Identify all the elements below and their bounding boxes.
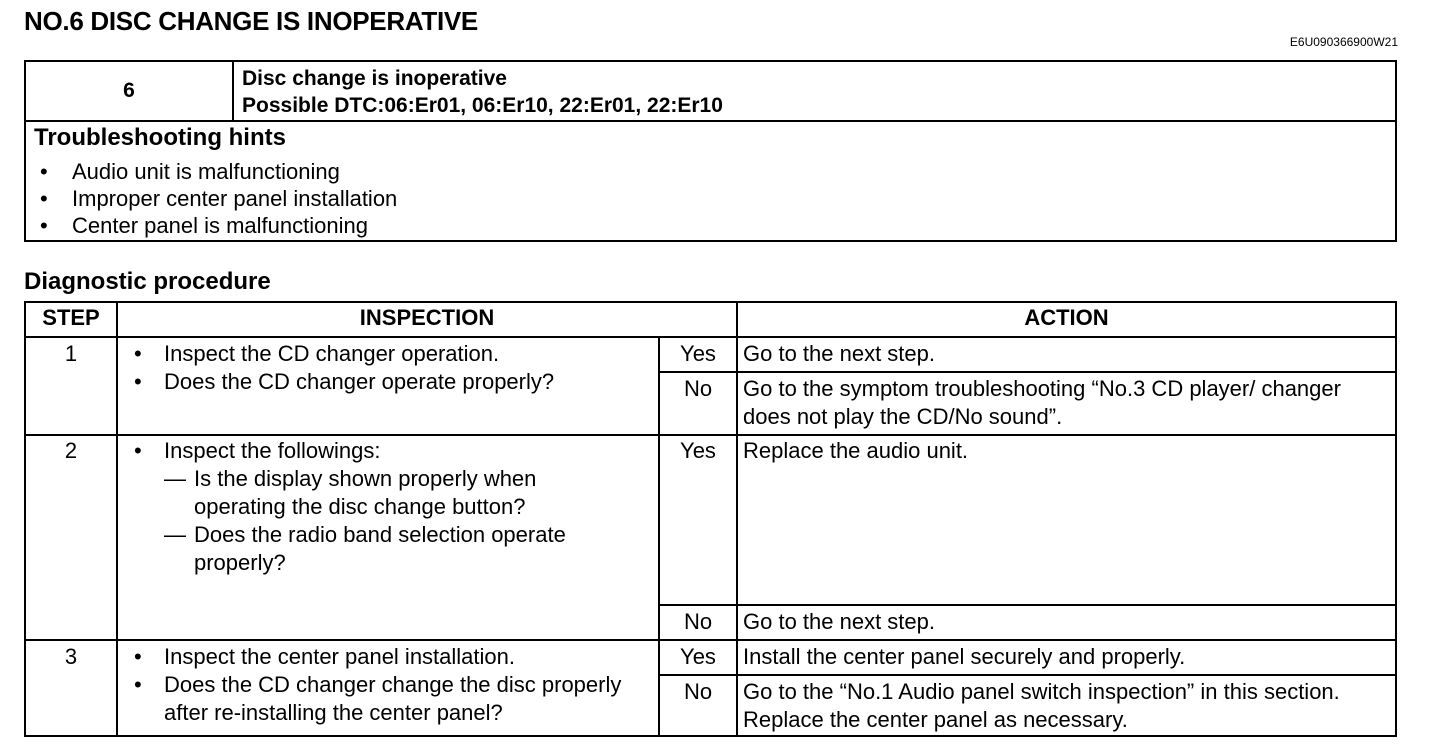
header-step: STEP <box>42 305 100 330</box>
no-action: Go to the next step. <box>743 609 936 634</box>
inspection-sub-list <box>164 465 594 577</box>
hint-item: • Audio unit is malfunctioning <box>40 158 397 185</box>
header-action: ACTION <box>1024 305 1109 330</box>
no-label: No <box>683 376 713 401</box>
step-number: 2 <box>64 438 78 463</box>
step-inspection <box>134 340 654 396</box>
yes-action: Go to the next step. <box>743 341 936 366</box>
symptom-header-row <box>26 62 1395 122</box>
hints-list <box>40 158 397 239</box>
col-divider <box>116 303 118 735</box>
step-inspection <box>134 643 659 727</box>
row-divider <box>658 604 1395 606</box>
row-divider <box>26 639 1395 641</box>
yes-label: Yes <box>680 438 716 463</box>
inspection-item: • Inspect the center panel installation. <box>134 643 659 671</box>
step-number: 1 <box>64 341 78 366</box>
inspection-item: • Does the CD changer change the disc properly after re-installing the center panel? <box>134 671 659 727</box>
procedure-title: Diagnostic procedure <box>24 268 271 295</box>
no-action: Go to the “No.1 Audio panel switch inspection” in this section. Replace the center panel as necessary. <box>743 679 1340 732</box>
col-divider <box>736 303 738 735</box>
symptom-name: Disc change is inoperative <box>242 67 507 90</box>
document-id: E6U090366900W21 <box>1289 35 1398 49</box>
yes-label: Yes <box>680 644 716 669</box>
symptom-description <box>242 65 723 119</box>
row-divider <box>658 371 1395 373</box>
symptom-header-box <box>24 60 1397 242</box>
no-label: No <box>683 609 713 634</box>
inspection-item: • Does the CD changer operate properly? <box>134 368 654 396</box>
yes-action: Install the center panel securely and properly. <box>743 644 1186 669</box>
inspection-sub-item: — Is the display shown properly when operating the disc change button? <box>164 465 594 521</box>
hint-item: • Center panel is malfunctioning <box>40 212 397 239</box>
step-number: 3 <box>64 644 78 669</box>
procedure-table <box>24 301 1397 737</box>
hint-item: • Improper center panel installation <box>40 185 397 212</box>
no-label: No <box>683 679 713 704</box>
row-divider <box>26 336 1395 338</box>
step-inspection <box>134 437 654 577</box>
inspection-sub-item: — Does the radio band selection operate properly? <box>164 521 594 577</box>
symptom-number: 6 <box>26 62 234 120</box>
yes-label: Yes <box>680 341 716 366</box>
inspection-lead: Inspect the followings: <box>164 438 381 463</box>
inspection-item: • Inspect the CD changer operation. <box>134 340 654 368</box>
no-action: Go to the symptom troubleshooting “No.3 CD player/ changer does not play the CD/No sound”. <box>743 376 1341 429</box>
inspection-item <box>134 437 654 577</box>
header-inspection: INSPECTION <box>359 305 495 330</box>
possible-dtc: Possible DTC:06:Er01, 06:Er10, 22:Er01, 22:Er10 <box>242 94 723 117</box>
hints-title: Troubleshooting hints <box>34 124 286 151</box>
row-divider <box>658 674 1395 676</box>
page-title: NO.6 DISC CHANGE IS INOPERATIVE <box>24 6 478 36</box>
row-divider <box>26 434 1395 436</box>
yes-action: Replace the audio unit. <box>743 438 969 463</box>
